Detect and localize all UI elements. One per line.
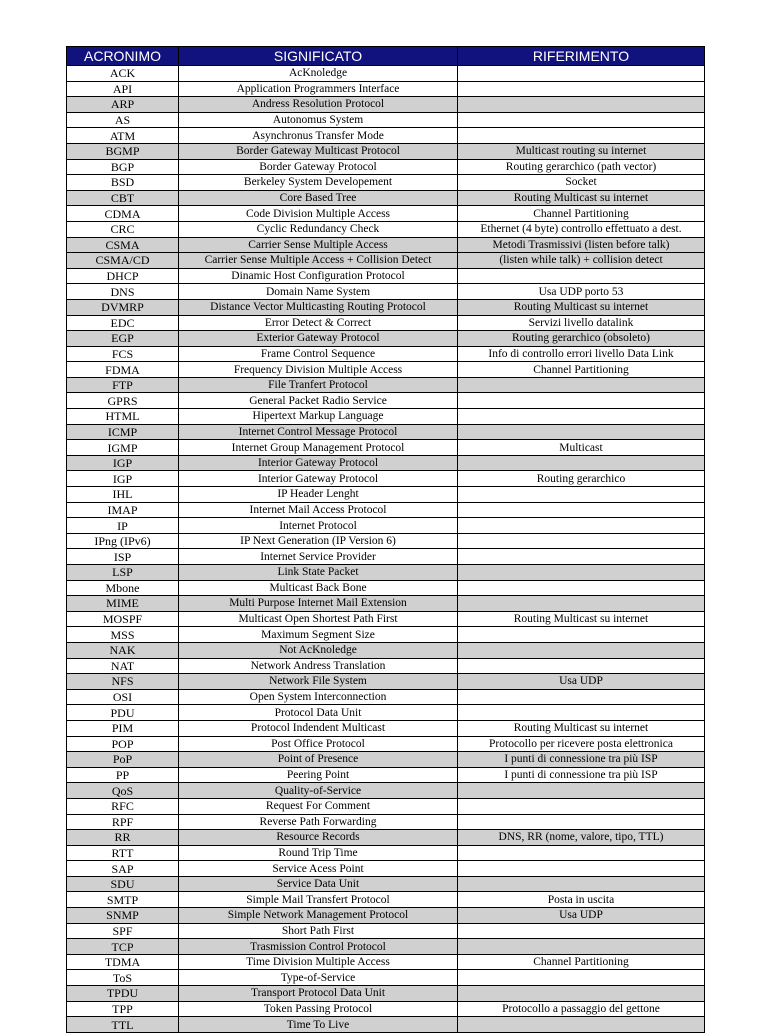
table-row (67, 268, 705, 284)
meaning-cell: Frequency Division Multiple Access (179, 362, 458, 378)
acronym-cell: MIME (67, 596, 179, 612)
reference-cell: Ethernet (4 byte) controllo effettuato a dest. (458, 221, 705, 237)
meaning-cell: Trasmission Control Protocol (179, 939, 458, 955)
reference-cell: Metodi Trasmissivi (listen before talk) (458, 237, 705, 253)
acronym-cell: FTP (67, 377, 179, 393)
meaning-cell: Round Trip Time (179, 845, 458, 861)
reference-cell (458, 814, 705, 830)
table-row (67, 455, 705, 471)
reference-cell (458, 939, 705, 955)
table-row (67, 128, 705, 144)
reference-cell (458, 487, 705, 503)
reference-cell: I punti di connessione tra più ISP (458, 767, 705, 783)
meaning-cell: Peering Point (179, 767, 458, 783)
meaning-cell: Internet Protocol (179, 518, 458, 534)
meaning-cell: Border Gateway Protocol (179, 159, 458, 175)
reference-cell (458, 783, 705, 799)
table-row (67, 658, 705, 674)
meaning-cell: Resource Records (179, 830, 458, 846)
reference-cell (458, 377, 705, 393)
table-row (67, 143, 705, 159)
acronym-cell: PIM (67, 720, 179, 736)
acronym-cell: IPng (IPv6) (67, 533, 179, 549)
table-row (67, 939, 705, 955)
meaning-cell: Open System Interconnection (179, 689, 458, 705)
table-row (67, 66, 705, 82)
table-row (67, 487, 705, 503)
reference-cell (458, 128, 705, 144)
header-reference: RIFERIMENTO (458, 47, 705, 66)
table-row (67, 986, 705, 1002)
meaning-cell: Network Andress Translation (179, 658, 458, 674)
meaning-cell: Application Programmers Interface (179, 81, 458, 97)
reference-cell: Usa UDP (458, 674, 705, 690)
reference-cell (458, 861, 705, 877)
reference-cell (458, 876, 705, 892)
meaning-cell: IP Next Generation (IP Version 6) (179, 533, 458, 549)
table-row (67, 237, 705, 253)
meaning-cell: AcKnoledge (179, 66, 458, 82)
reference-cell (458, 502, 705, 518)
table-row (67, 97, 705, 113)
meaning-cell: Frame Control Sequence (179, 346, 458, 362)
table-row (67, 814, 705, 830)
reference-cell (458, 627, 705, 643)
meaning-cell: Internet Mail Access Protocol (179, 502, 458, 518)
acronym-cell: CRC (67, 221, 179, 237)
acronym-cell: MOSPF (67, 611, 179, 627)
meaning-cell: Time Division Multiple Access (179, 954, 458, 970)
acronym-cell: CDMA (67, 206, 179, 222)
reference-cell (458, 424, 705, 440)
meaning-cell: Network File System (179, 674, 458, 690)
table-row (67, 377, 705, 393)
reference-cell: Routing gerarchico (obsoleto) (458, 331, 705, 347)
table-row (67, 720, 705, 736)
acronym-cell: Mbone (67, 580, 179, 596)
meaning-cell: Short Path First (179, 923, 458, 939)
table-row (67, 923, 705, 939)
table-row (67, 674, 705, 690)
table-row (67, 471, 705, 487)
meaning-cell: Multicast Open Shortest Path First (179, 611, 458, 627)
table-row (67, 175, 705, 191)
reference-cell: Posta in uscita (458, 892, 705, 908)
table-row (67, 502, 705, 518)
reference-cell: Routing Multicast su internet (458, 720, 705, 736)
table-row (67, 705, 705, 721)
reference-cell: Channel Partitioning (458, 954, 705, 970)
meaning-cell: Multicast Back Bone (179, 580, 458, 596)
meaning-cell: Link State Packet (179, 565, 458, 581)
table-row (67, 221, 705, 237)
table-row (67, 549, 705, 565)
table-row (67, 1001, 705, 1017)
header-acronym: ACRONIMO (67, 47, 179, 66)
acronym-cell: SMTP (67, 892, 179, 908)
reference-cell (458, 455, 705, 471)
meaning-cell: Token Passing Protocol (179, 1001, 458, 1017)
reference-cell (458, 658, 705, 674)
acronym-cell: HTML (67, 409, 179, 425)
reference-cell: Routing Multicast su internet (458, 611, 705, 627)
table-row (67, 533, 705, 549)
reference-cell (458, 268, 705, 284)
acronym-cell: CSMA (67, 237, 179, 253)
table-row (67, 565, 705, 581)
table-row (67, 627, 705, 643)
table-row (67, 908, 705, 924)
acronym-cell: ATM (67, 128, 179, 144)
reference-cell: I punti di connessione tra più ISP (458, 752, 705, 768)
table-body (67, 66, 705, 1033)
meaning-cell: Dinamic Host Configuration Protocol (179, 268, 458, 284)
table-row (67, 689, 705, 705)
meaning-cell: Time To Live (179, 1017, 458, 1033)
reference-cell (458, 986, 705, 1002)
reference-cell (458, 409, 705, 425)
table-row (67, 409, 705, 425)
meaning-cell: File Tranfert Protocol (179, 377, 458, 393)
table-row (67, 1017, 705, 1033)
reference-cell: Multicast (458, 440, 705, 456)
reference-cell: Servizi livello datalink (458, 315, 705, 331)
reference-cell: Protocollo per ricevere posta elettronica (458, 736, 705, 752)
meaning-cell: Not AcKnoledge (179, 642, 458, 658)
reference-cell (458, 970, 705, 986)
acronym-cell: TPP (67, 1001, 179, 1017)
table-row (67, 518, 705, 534)
acronym-cell: SPF (67, 923, 179, 939)
meaning-cell: Interior Gateway Protocol (179, 455, 458, 471)
reference-cell: Usa UDP porto 53 (458, 284, 705, 300)
acronym-cell: SNMP (67, 908, 179, 924)
table-row (67, 190, 705, 206)
reference-cell: Channel Partitioning (458, 206, 705, 222)
meaning-cell: Service Acess Point (179, 861, 458, 877)
reference-cell: Multicast routing su internet (458, 143, 705, 159)
acronym-cell: IGP (67, 471, 179, 487)
reference-cell (458, 1017, 705, 1033)
reference-cell: Routing Multicast su internet (458, 190, 705, 206)
acronym-cell: IGMP (67, 440, 179, 456)
meaning-cell: Distance Vector Multicasting Routing Protocol (179, 299, 458, 315)
acronym-cell: LSP (67, 565, 179, 581)
table-row (67, 112, 705, 128)
meaning-cell: General Packet Radio Service (179, 393, 458, 409)
reference-cell (458, 923, 705, 939)
meaning-cell: Point of Presence (179, 752, 458, 768)
meaning-cell: Simple Network Management Protocol (179, 908, 458, 924)
meaning-cell: Asynchronus Transfer Mode (179, 128, 458, 144)
meaning-cell: Internet Service Provider (179, 549, 458, 565)
acronym-cell: FDMA (67, 362, 179, 378)
acronym-cell: ToS (67, 970, 179, 986)
acronym-table (66, 46, 705, 1033)
meaning-cell: Berkeley System Developement (179, 175, 458, 191)
meaning-cell: Exterior Gateway Protocol (179, 331, 458, 347)
meaning-cell: Cyclic Redundancy Check (179, 221, 458, 237)
acronym-cell: SDU (67, 876, 179, 892)
header-meaning: SIGNIFICATO (179, 47, 458, 66)
meaning-cell: Error Detect & Correct (179, 315, 458, 331)
acronym-cell: ICMP (67, 424, 179, 440)
reference-cell: DNS, RR (nome, valore, tipo, TTL) (458, 830, 705, 846)
acronym-cell: EDC (67, 315, 179, 331)
table-row (67, 596, 705, 612)
acronym-cell: BGP (67, 159, 179, 175)
meaning-cell: Protocol Data Unit (179, 705, 458, 721)
reference-cell (458, 596, 705, 612)
reference-cell (458, 580, 705, 596)
acronym-cell: ISP (67, 549, 179, 565)
acronym-cell: BSD (67, 175, 179, 191)
table-row (67, 346, 705, 362)
acronym-cell: TCP (67, 939, 179, 955)
acronym-cell: NFS (67, 674, 179, 690)
reference-cell (458, 97, 705, 113)
acronym-cell: ARP (67, 97, 179, 113)
table-row (67, 970, 705, 986)
table-row (67, 424, 705, 440)
reference-cell (458, 845, 705, 861)
table-row (67, 393, 705, 409)
acronym-cell: NAT (67, 658, 179, 674)
reference-cell (458, 549, 705, 565)
acronym-cell: PoP (67, 752, 179, 768)
acronym-cell: DHCP (67, 268, 179, 284)
reference-cell (458, 393, 705, 409)
meaning-cell: Carrier Sense Multiple Access + Collision Detect (179, 253, 458, 269)
meaning-cell: Andress Resolution Protocol (179, 97, 458, 113)
table-row (67, 783, 705, 799)
meaning-cell: Reverse Path Forwarding (179, 814, 458, 830)
table-row (67, 861, 705, 877)
table-row (67, 876, 705, 892)
reference-cell (458, 533, 705, 549)
table-row (67, 830, 705, 846)
reference-cell: Routing gerarchico (458, 471, 705, 487)
meaning-cell: Hipertext Markup Language (179, 409, 458, 425)
reference-cell (458, 518, 705, 534)
reference-cell (458, 81, 705, 97)
table-row (67, 253, 705, 269)
meaning-cell: Post Office Protocol (179, 736, 458, 752)
meaning-cell: Autonomus System (179, 112, 458, 128)
table-row (67, 206, 705, 222)
acronym-cell: RFC (67, 798, 179, 814)
acronym-cell: IGP (67, 455, 179, 471)
reference-cell: Protocollo a passaggio del gettone (458, 1001, 705, 1017)
acronym-cell: TTL (67, 1017, 179, 1033)
meaning-cell: Transport Protocol Data Unit (179, 986, 458, 1002)
reference-cell (458, 112, 705, 128)
acronym-cell: FCS (67, 346, 179, 362)
reference-cell (458, 66, 705, 82)
acronym-cell: EGP (67, 331, 179, 347)
meaning-cell: Border Gateway Multicast Protocol (179, 143, 458, 159)
table-row (67, 954, 705, 970)
reference-cell (458, 689, 705, 705)
reference-cell: Usa UDP (458, 908, 705, 924)
meaning-cell: Quality-of-Service (179, 783, 458, 799)
table-row (67, 331, 705, 347)
reference-cell (458, 705, 705, 721)
acronym-sheet (66, 46, 704, 1033)
acronym-cell: NAK (67, 642, 179, 658)
meaning-cell: Multi Purpose Internet Mail Extension (179, 596, 458, 612)
acronym-cell: QoS (67, 783, 179, 799)
reference-cell (458, 642, 705, 658)
reference-cell (458, 565, 705, 581)
meaning-cell: Request For Comment (179, 798, 458, 814)
table-row (67, 159, 705, 175)
acronym-cell: CSMA/CD (67, 253, 179, 269)
meaning-cell: Internet Group Management Protocol (179, 440, 458, 456)
acronym-cell: ACK (67, 66, 179, 82)
acronym-cell: SAP (67, 861, 179, 877)
acronym-cell: TPDU (67, 986, 179, 1002)
meaning-cell: Interior Gateway Protocol (179, 471, 458, 487)
table-row (67, 440, 705, 456)
meaning-cell: Simple Mail Transfert Protocol (179, 892, 458, 908)
acronym-cell: OSI (67, 689, 179, 705)
acronym-cell: GPRS (67, 393, 179, 409)
table-row (67, 798, 705, 814)
acronym-cell: API (67, 81, 179, 97)
acronym-cell: RTT (67, 845, 179, 861)
acronym-cell: TDMA (67, 954, 179, 970)
meaning-cell: Domain Name System (179, 284, 458, 300)
acronym-cell: IMAP (67, 502, 179, 518)
reference-cell: Channel Partitioning (458, 362, 705, 378)
meaning-cell: Type-of-Service (179, 970, 458, 986)
acronym-cell: PP (67, 767, 179, 783)
table-row (67, 845, 705, 861)
table-row (67, 752, 705, 768)
table-row (67, 362, 705, 378)
meaning-cell: Internet Control Message Protocol (179, 424, 458, 440)
reference-cell: Routing Multicast su internet (458, 299, 705, 315)
meaning-cell: Code Division Multiple Access (179, 206, 458, 222)
meaning-cell: Service Data Unit (179, 876, 458, 892)
acronym-cell: MSS (67, 627, 179, 643)
table-row (67, 284, 705, 300)
table-row (67, 315, 705, 331)
acronym-cell: IHL (67, 487, 179, 503)
table-row (67, 642, 705, 658)
table-row (67, 81, 705, 97)
meaning-cell: Core Based Tree (179, 190, 458, 206)
reference-cell: (listen while talk) + collision detect (458, 253, 705, 269)
meaning-cell: Carrier Sense Multiple Access (179, 237, 458, 253)
acronym-cell: RPF (67, 814, 179, 830)
table-row (67, 892, 705, 908)
reference-cell: Info di controllo errori livello Data Link (458, 346, 705, 362)
acronym-cell: CBT (67, 190, 179, 206)
reference-cell: Socket (458, 175, 705, 191)
meaning-cell: Protocol Indendent Multicast (179, 720, 458, 736)
acronym-cell: BGMP (67, 143, 179, 159)
reference-cell (458, 798, 705, 814)
reference-cell: Routing gerarchico (path vector) (458, 159, 705, 175)
table-row (67, 736, 705, 752)
acronym-cell: DNS (67, 284, 179, 300)
table-row (67, 767, 705, 783)
meaning-cell: Maximum Segment Size (179, 627, 458, 643)
header-row (67, 47, 705, 66)
acronym-cell: IP (67, 518, 179, 534)
meaning-cell: IP Header Lenght (179, 487, 458, 503)
table-row (67, 611, 705, 627)
acronym-cell: POP (67, 736, 179, 752)
table-row (67, 299, 705, 315)
table-row (67, 580, 705, 596)
acronym-cell: DVMRP (67, 299, 179, 315)
acronym-cell: RR (67, 830, 179, 846)
acronym-cell: AS (67, 112, 179, 128)
acronym-cell: PDU (67, 705, 179, 721)
